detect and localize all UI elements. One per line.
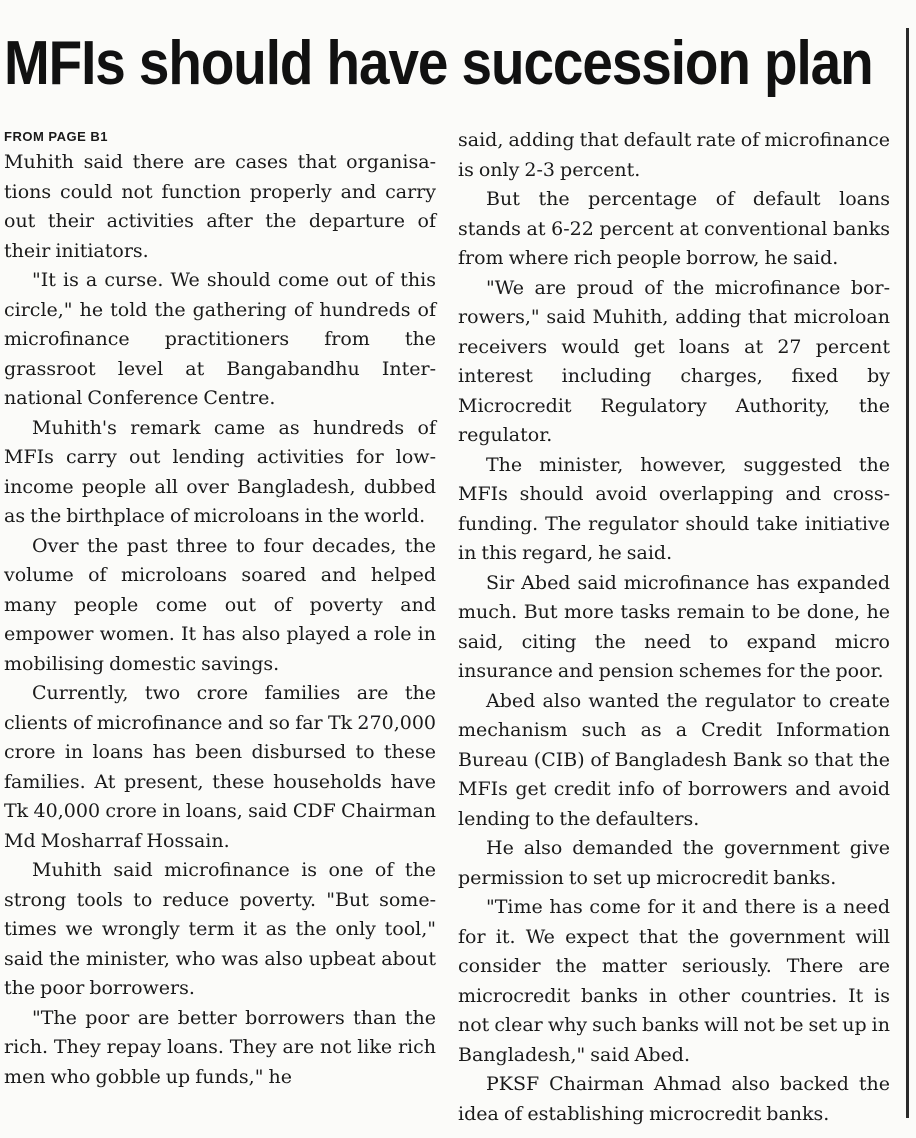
dateline: FROM PAGE B1 bbox=[4, 129, 108, 144]
headline: MFIs should have succession plan bbox=[4, 29, 873, 98]
right-column bbox=[458, 126, 890, 1129]
paragraph: But the percentage of default loans stands at 6-22 percent at conventional banks from where rich people borrow, he said. bbox=[458, 188, 890, 269]
paragraph: PKSF Chairman Ahmad also backed the idea of establishing microcredit banks. bbox=[458, 1073, 890, 1125]
paragraph: "We are proud of the microfinance borrowers," said Muhith, adding that microloan receivers would get loans at 27 percent interest including charges, fixed by Microcredit Regulatory Authority, the regulator. bbox=[458, 276, 890, 446]
paragraph: The minister, however, suggested the MFIs should avoid overlapping and cross-funding. The regulator should take initiative in this regard, he said. bbox=[458, 453, 890, 564]
paragraph: "The poor are better borrowers than the rich. They repay loans. They are not like rich men who gobble up funds," he bbox=[4, 1006, 436, 1088]
left-column bbox=[4, 126, 436, 1092]
paragraph: Over the past three to four decades, the volume of microloans soared and helped many people come out of poverty and empower women. It has also played a role in mobilising domestic savings. bbox=[4, 534, 436, 675]
paragraph: Abed also wanted the regulator to create mechanism such as a Credit Information Bureau (CIB) of Bangladesh Bank so that the MFIs get credit info of borrowers and avoid lending to the defaulters. bbox=[458, 689, 890, 830]
paragraph: said, adding that default rate of microfinance is only 2-3 percent. bbox=[458, 129, 890, 181]
paragraph: He also demanded the government give permission to set up microcredit banks. bbox=[458, 837, 890, 889]
paragraph: Muhith said microfinance is one of the strong tools to reduce poverty. "But sometimes we wrongly term it as the only tool," said the minister, who was also upbeat about the poor borrowers. bbox=[4, 859, 436, 999]
paragraph: Muhith said there are cases that organisations could not function properly and carry out their activities after the departure of their initiators. bbox=[4, 151, 436, 262]
page-edge-rule bbox=[906, 28, 909, 1118]
paragraph: Currently, two crore families are the clients of microfinance and so far Tk 270,000 crore in loans has been disbursed to these families. At present, these households have Tk 40,000 crore in loans, said CDF Chairman Md Mosharraf Hossain. bbox=[4, 682, 436, 852]
paragraph: Muhith's remark came as hundreds of MFIs carry out lending activities for low-income people all over Bangladesh, dubbed as the birthplace of microloans in the world. bbox=[4, 416, 436, 527]
paragraph: Sir Abed said microfinance has expanded much. But more tasks remain to be done, he said, citing the need to expand micro insurance and pension schemes for the poor. bbox=[458, 571, 890, 682]
paragraph: "It is a curse. We should come out of this circle," he told the gathering of hundreds of microfinance practitioners from the grassroot level at Bangabandhu International Conference Centre. bbox=[4, 269, 436, 409]
paragraph: "Time has come for it and there is a need for it. We expect that the government will consider the matter seriously. There are microcredit banks in other countries. It is not clear why such banks will not be set up in Bangladesh," said Abed. bbox=[458, 896, 890, 1066]
